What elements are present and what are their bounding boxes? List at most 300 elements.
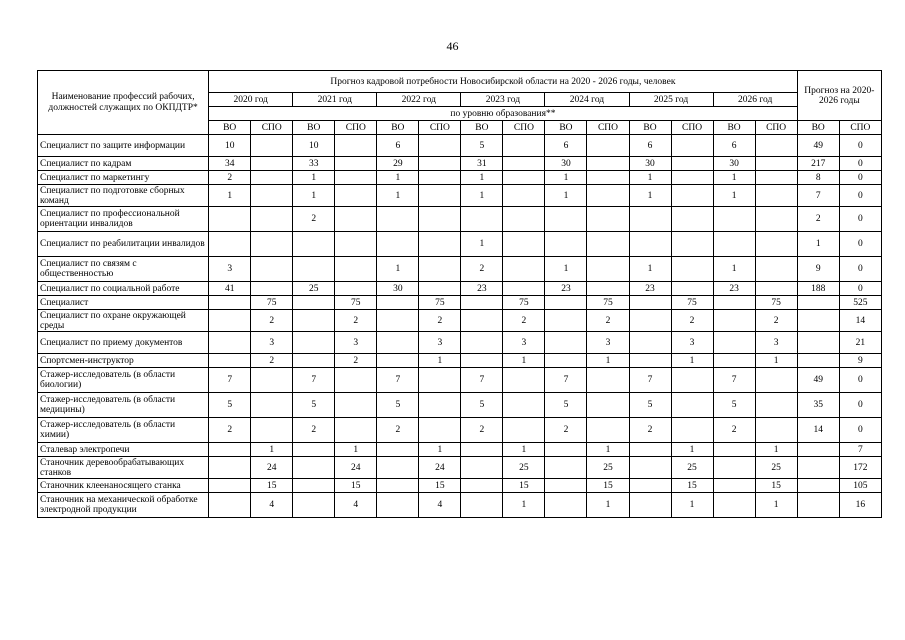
value-cell bbox=[335, 418, 377, 443]
value-cell: 6 bbox=[545, 135, 587, 157]
value-cell: 10 bbox=[293, 135, 335, 157]
spo-header: СПО bbox=[755, 121, 797, 135]
value-cell: 1 bbox=[251, 443, 293, 457]
value-cell: 2 bbox=[629, 418, 671, 443]
value-cell: 0 bbox=[839, 393, 881, 418]
year-header: 2025 год bbox=[629, 93, 713, 107]
value-cell bbox=[713, 457, 755, 479]
table-row bbox=[38, 310, 882, 332]
value-cell bbox=[209, 232, 251, 257]
year-header: 2026 год bbox=[713, 93, 797, 107]
value-cell: 105 bbox=[839, 479, 881, 493]
value-cell bbox=[377, 296, 419, 310]
value-cell bbox=[545, 479, 587, 493]
value-cell: 23 bbox=[713, 282, 755, 296]
value-cell bbox=[629, 493, 671, 518]
value-cell: 30 bbox=[545, 157, 587, 171]
value-cell: 2 bbox=[461, 418, 503, 443]
profession-name-cell: Специалист bbox=[38, 296, 209, 310]
value-cell bbox=[587, 393, 629, 418]
value-cell bbox=[461, 207, 503, 232]
value-cell: 41 bbox=[209, 282, 251, 296]
value-cell: 16 bbox=[839, 493, 881, 518]
value-cell bbox=[293, 310, 335, 332]
value-cell: 33 bbox=[293, 157, 335, 171]
table-row bbox=[38, 232, 882, 257]
value-cell: 2 bbox=[755, 310, 797, 332]
value-cell: 1 bbox=[713, 171, 755, 185]
value-cell: 15 bbox=[755, 479, 797, 493]
education-level-header: по уровню образования** bbox=[209, 107, 797, 121]
value-cell bbox=[251, 185, 293, 207]
value-cell bbox=[797, 354, 839, 368]
value-cell bbox=[209, 457, 251, 479]
value-cell bbox=[671, 157, 713, 171]
table-row bbox=[38, 332, 882, 354]
value-cell bbox=[587, 207, 629, 232]
value-cell: 2 bbox=[419, 310, 461, 332]
value-cell bbox=[419, 157, 461, 171]
table-row bbox=[38, 354, 882, 368]
value-cell: 5 bbox=[209, 393, 251, 418]
value-cell: 7 bbox=[797, 185, 839, 207]
value-cell: 6 bbox=[629, 135, 671, 157]
profession-name-cell: Станочник деревообрабатывающих станков bbox=[38, 457, 209, 479]
value-cell bbox=[503, 418, 545, 443]
value-cell bbox=[293, 354, 335, 368]
vo-header: ВО bbox=[293, 121, 335, 135]
value-cell: 2 bbox=[293, 207, 335, 232]
value-cell: 2 bbox=[671, 310, 713, 332]
value-cell: 0 bbox=[839, 257, 881, 282]
profession-name-cell: Специалист по реабилитации инвалидов bbox=[38, 232, 209, 257]
value-cell bbox=[503, 157, 545, 171]
value-cell bbox=[629, 457, 671, 479]
value-cell bbox=[461, 493, 503, 518]
value-cell: 0 bbox=[839, 207, 881, 232]
value-cell: 1 bbox=[713, 257, 755, 282]
year-header: 2023 год bbox=[461, 93, 545, 107]
profession-name-cell: Специалист по защите информации bbox=[38, 135, 209, 157]
year-header: 2021 год bbox=[293, 93, 377, 107]
value-cell bbox=[419, 185, 461, 207]
value-cell bbox=[713, 310, 755, 332]
value-cell: 1 bbox=[545, 257, 587, 282]
value-cell bbox=[377, 207, 419, 232]
value-cell bbox=[755, 232, 797, 257]
value-cell bbox=[251, 257, 293, 282]
spo-header: СПО bbox=[503, 121, 545, 135]
value-cell: 0 bbox=[839, 157, 881, 171]
profession-name-cell: Стажер-исследователь (в области биологии) bbox=[38, 368, 209, 393]
value-cell: 1 bbox=[293, 171, 335, 185]
value-cell bbox=[671, 368, 713, 393]
table-body bbox=[38, 135, 882, 518]
value-cell bbox=[587, 157, 629, 171]
value-cell: 1 bbox=[461, 232, 503, 257]
value-cell bbox=[293, 332, 335, 354]
value-cell bbox=[755, 171, 797, 185]
year-header: 2024 год bbox=[545, 93, 629, 107]
value-cell bbox=[587, 257, 629, 282]
value-cell bbox=[461, 479, 503, 493]
value-cell bbox=[461, 354, 503, 368]
value-cell: 30 bbox=[377, 282, 419, 296]
value-cell: 35 bbox=[797, 393, 839, 418]
value-cell: 2 bbox=[251, 354, 293, 368]
table-row bbox=[38, 282, 882, 296]
value-cell bbox=[251, 282, 293, 296]
value-cell bbox=[671, 232, 713, 257]
value-cell bbox=[293, 257, 335, 282]
year-header: 2022 год bbox=[377, 93, 461, 107]
spo-header: СПО bbox=[251, 121, 293, 135]
value-cell: 7 bbox=[377, 368, 419, 393]
value-cell bbox=[377, 310, 419, 332]
profession-name-cell: Спортсмен-инструктор bbox=[38, 354, 209, 368]
value-cell: 2 bbox=[251, 310, 293, 332]
value-cell: 1 bbox=[713, 185, 755, 207]
value-cell bbox=[209, 310, 251, 332]
value-cell bbox=[461, 332, 503, 354]
profession-name-cell: Специалист по подготовке сборных команд bbox=[38, 185, 209, 207]
value-cell bbox=[335, 157, 377, 171]
value-cell: 4 bbox=[251, 493, 293, 518]
value-cell bbox=[629, 232, 671, 257]
value-cell bbox=[293, 443, 335, 457]
value-cell bbox=[797, 332, 839, 354]
value-cell: 7 bbox=[293, 368, 335, 393]
value-cell bbox=[755, 418, 797, 443]
profession-name-cell: Специалист по кадрам bbox=[38, 157, 209, 171]
value-cell bbox=[713, 493, 755, 518]
value-cell bbox=[629, 207, 671, 232]
profession-name-cell: Специалист по приему документов bbox=[38, 332, 209, 354]
value-cell: 34 bbox=[209, 157, 251, 171]
value-cell: 0 bbox=[839, 418, 881, 443]
value-cell: 15 bbox=[251, 479, 293, 493]
staff-forecast-table bbox=[37, 70, 882, 518]
value-cell bbox=[251, 368, 293, 393]
value-cell: 1 bbox=[629, 257, 671, 282]
value-cell bbox=[713, 232, 755, 257]
value-cell: 1 bbox=[587, 443, 629, 457]
value-cell bbox=[335, 207, 377, 232]
spo-header: СПО bbox=[587, 121, 629, 135]
table-row bbox=[38, 393, 882, 418]
value-cell bbox=[335, 257, 377, 282]
value-cell bbox=[503, 393, 545, 418]
value-cell bbox=[377, 332, 419, 354]
value-cell bbox=[335, 185, 377, 207]
table-row bbox=[38, 207, 882, 232]
profession-name-cell: Станочник клеенаносящего станка bbox=[38, 479, 209, 493]
profession-name-cell: Специалист по профессиональной ориентации инвалидов bbox=[38, 207, 209, 232]
value-cell bbox=[293, 457, 335, 479]
value-cell bbox=[377, 493, 419, 518]
value-cell bbox=[503, 171, 545, 185]
value-cell bbox=[377, 479, 419, 493]
vo-header: ВО bbox=[713, 121, 755, 135]
value-cell bbox=[251, 135, 293, 157]
profession-name-cell: Станочник на механической обработке электродной продукции bbox=[38, 493, 209, 518]
value-cell bbox=[713, 296, 755, 310]
value-cell: 25 bbox=[671, 457, 713, 479]
value-cell: 75 bbox=[335, 296, 377, 310]
value-cell bbox=[545, 310, 587, 332]
table-row bbox=[38, 457, 882, 479]
value-cell bbox=[503, 368, 545, 393]
value-cell bbox=[587, 368, 629, 393]
spo-header: СПО bbox=[335, 121, 377, 135]
value-cell: 75 bbox=[755, 296, 797, 310]
value-cell bbox=[419, 171, 461, 185]
value-cell bbox=[629, 310, 671, 332]
value-cell: 7 bbox=[629, 368, 671, 393]
value-cell: 0 bbox=[839, 368, 881, 393]
profession-name-cell: Сталевар электропечи bbox=[38, 443, 209, 457]
value-cell: 15 bbox=[587, 479, 629, 493]
value-cell: 4 bbox=[419, 493, 461, 518]
value-cell: 2 bbox=[293, 418, 335, 443]
value-cell: 1 bbox=[629, 171, 671, 185]
value-cell: 5 bbox=[293, 393, 335, 418]
value-cell: 525 bbox=[839, 296, 881, 310]
value-cell bbox=[587, 135, 629, 157]
value-cell bbox=[545, 443, 587, 457]
value-cell bbox=[587, 185, 629, 207]
value-cell: 1 bbox=[335, 443, 377, 457]
year-header: 2020 год bbox=[209, 93, 293, 107]
value-cell: 1 bbox=[419, 354, 461, 368]
table-row bbox=[38, 135, 882, 157]
value-cell: 49 bbox=[797, 135, 839, 157]
value-cell bbox=[293, 479, 335, 493]
vo-header: ВО bbox=[545, 121, 587, 135]
value-cell: 3 bbox=[251, 332, 293, 354]
value-cell bbox=[293, 232, 335, 257]
value-cell bbox=[251, 171, 293, 185]
table-row bbox=[38, 171, 882, 185]
table-row bbox=[38, 443, 882, 457]
value-cell: 2 bbox=[503, 310, 545, 332]
value-cell: 1 bbox=[503, 443, 545, 457]
value-cell bbox=[419, 282, 461, 296]
value-cell: 30 bbox=[713, 157, 755, 171]
value-cell bbox=[545, 457, 587, 479]
table-row bbox=[38, 157, 882, 171]
value-cell: 23 bbox=[461, 282, 503, 296]
value-cell bbox=[545, 354, 587, 368]
value-cell bbox=[377, 232, 419, 257]
vo-header: ВО bbox=[629, 121, 671, 135]
value-cell bbox=[671, 393, 713, 418]
value-cell: 5 bbox=[629, 393, 671, 418]
value-cell bbox=[419, 368, 461, 393]
value-cell bbox=[503, 257, 545, 282]
value-cell bbox=[335, 171, 377, 185]
value-cell: 1 bbox=[797, 232, 839, 257]
value-cell: 49 bbox=[797, 368, 839, 393]
spo-header: СПО bbox=[671, 121, 713, 135]
value-cell: 24 bbox=[419, 457, 461, 479]
value-cell bbox=[587, 282, 629, 296]
value-cell: 2 bbox=[209, 418, 251, 443]
value-cell: 30 bbox=[629, 157, 671, 171]
profession-name-header: Наименование профессий рабочих, должностей служащих по ОКПДТР* bbox=[38, 71, 209, 135]
value-cell: 2 bbox=[461, 257, 503, 282]
value-cell: 2 bbox=[335, 310, 377, 332]
value-cell bbox=[797, 296, 839, 310]
value-cell bbox=[629, 443, 671, 457]
value-cell: 15 bbox=[419, 479, 461, 493]
value-cell: 3 bbox=[755, 332, 797, 354]
value-cell bbox=[251, 418, 293, 443]
value-cell: 15 bbox=[335, 479, 377, 493]
spo-header: СПО bbox=[839, 121, 881, 135]
value-cell: 1 bbox=[755, 443, 797, 457]
value-cell bbox=[335, 232, 377, 257]
value-cell: 7 bbox=[545, 368, 587, 393]
value-cell bbox=[587, 232, 629, 257]
value-cell: 1 bbox=[503, 493, 545, 518]
value-cell bbox=[545, 207, 587, 232]
profession-name-cell: Стажер-исследователь (в области медицины) bbox=[38, 393, 209, 418]
value-cell: 1 bbox=[671, 443, 713, 457]
table-row bbox=[38, 418, 882, 443]
table-row bbox=[38, 296, 882, 310]
value-cell: 2 bbox=[377, 418, 419, 443]
profession-name-cell: Специалист по маркетингу bbox=[38, 171, 209, 185]
value-cell: 7 bbox=[209, 368, 251, 393]
vo-header: ВО bbox=[209, 121, 251, 135]
value-cell bbox=[419, 257, 461, 282]
value-cell: 8 bbox=[797, 171, 839, 185]
value-cell: 24 bbox=[335, 457, 377, 479]
profession-name-cell: Стажер-исследователь (в области химии) bbox=[38, 418, 209, 443]
value-cell: 75 bbox=[587, 296, 629, 310]
value-cell: 14 bbox=[839, 310, 881, 332]
value-cell bbox=[419, 135, 461, 157]
value-cell bbox=[755, 207, 797, 232]
value-cell bbox=[755, 185, 797, 207]
value-cell: 1 bbox=[377, 171, 419, 185]
value-cell bbox=[419, 207, 461, 232]
value-cell: 25 bbox=[587, 457, 629, 479]
value-cell: 5 bbox=[461, 135, 503, 157]
value-cell bbox=[251, 393, 293, 418]
value-cell: 1 bbox=[671, 493, 713, 518]
forecast-title-header: Прогноз кадровой потребности Новосибирской области на 2020 - 2026 годы, человек bbox=[209, 71, 797, 93]
value-cell: 6 bbox=[713, 135, 755, 157]
value-cell: 25 bbox=[293, 282, 335, 296]
value-cell bbox=[713, 207, 755, 232]
value-cell: 5 bbox=[377, 393, 419, 418]
value-cell: 4 bbox=[335, 493, 377, 518]
table-row bbox=[38, 493, 882, 518]
value-cell bbox=[755, 257, 797, 282]
value-cell bbox=[713, 354, 755, 368]
value-cell bbox=[251, 232, 293, 257]
profession-name-cell: Специалист по охране окружающей среды bbox=[38, 310, 209, 332]
value-cell: 1 bbox=[587, 493, 629, 518]
value-cell: 7 bbox=[839, 443, 881, 457]
value-cell: 0 bbox=[839, 171, 881, 185]
value-cell: 2 bbox=[713, 418, 755, 443]
value-cell bbox=[419, 418, 461, 443]
value-cell bbox=[377, 443, 419, 457]
vo-header: ВО bbox=[797, 121, 839, 135]
value-cell bbox=[797, 457, 839, 479]
value-cell bbox=[377, 457, 419, 479]
value-cell bbox=[755, 368, 797, 393]
value-cell bbox=[755, 157, 797, 171]
value-cell: 3 bbox=[419, 332, 461, 354]
value-cell: 29 bbox=[377, 157, 419, 171]
value-cell bbox=[587, 171, 629, 185]
value-cell: 75 bbox=[251, 296, 293, 310]
value-cell: 3 bbox=[503, 332, 545, 354]
value-cell bbox=[797, 443, 839, 457]
value-cell bbox=[629, 479, 671, 493]
value-cell bbox=[209, 296, 251, 310]
value-cell bbox=[461, 296, 503, 310]
value-cell bbox=[503, 282, 545, 296]
value-cell: 1 bbox=[461, 185, 503, 207]
value-cell bbox=[587, 418, 629, 443]
value-cell bbox=[755, 282, 797, 296]
value-cell bbox=[797, 310, 839, 332]
value-cell: 3 bbox=[335, 332, 377, 354]
value-cell bbox=[209, 443, 251, 457]
value-cell: 31 bbox=[461, 157, 503, 171]
value-cell bbox=[209, 332, 251, 354]
value-cell: 2 bbox=[209, 171, 251, 185]
vo-header: ВО bbox=[461, 121, 503, 135]
value-cell: 3 bbox=[671, 332, 713, 354]
value-cell: 9 bbox=[839, 354, 881, 368]
value-cell bbox=[503, 232, 545, 257]
value-cell bbox=[293, 296, 335, 310]
value-cell: 1 bbox=[377, 257, 419, 282]
value-cell bbox=[209, 493, 251, 518]
value-cell bbox=[251, 157, 293, 171]
value-cell: 1 bbox=[545, 185, 587, 207]
table-row bbox=[38, 479, 882, 493]
value-cell: 1 bbox=[503, 354, 545, 368]
value-cell: 2 bbox=[545, 418, 587, 443]
value-cell: 15 bbox=[503, 479, 545, 493]
value-cell: 15 bbox=[671, 479, 713, 493]
value-cell: 217 bbox=[797, 157, 839, 171]
value-cell bbox=[545, 493, 587, 518]
value-cell: 25 bbox=[503, 457, 545, 479]
value-cell bbox=[461, 310, 503, 332]
value-cell: 25 bbox=[755, 457, 797, 479]
value-cell: 2 bbox=[797, 207, 839, 232]
value-cell bbox=[671, 207, 713, 232]
value-cell: 1 bbox=[419, 443, 461, 457]
value-cell: 1 bbox=[293, 185, 335, 207]
value-cell bbox=[461, 443, 503, 457]
value-cell: 23 bbox=[545, 282, 587, 296]
value-cell bbox=[797, 493, 839, 518]
value-cell bbox=[713, 443, 755, 457]
vo-header: ВО bbox=[377, 121, 419, 135]
value-cell: 2 bbox=[335, 354, 377, 368]
value-cell: 5 bbox=[713, 393, 755, 418]
value-cell: 1 bbox=[377, 185, 419, 207]
